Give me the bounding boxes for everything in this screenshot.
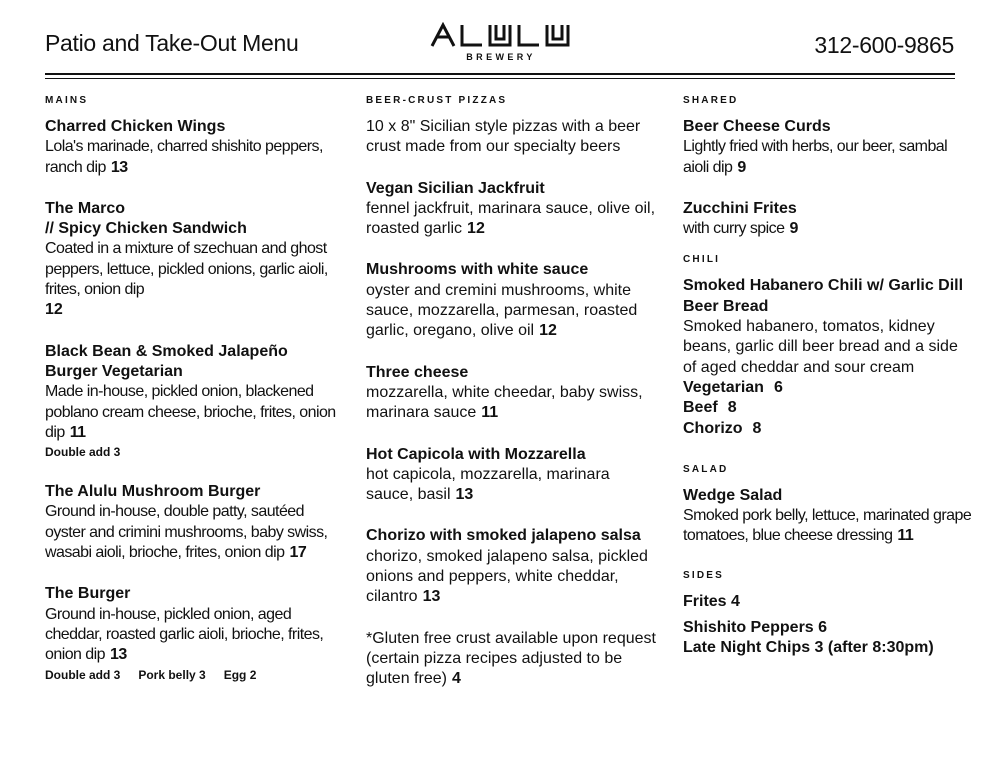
item-price: 12 xyxy=(539,322,557,340)
menu-item xyxy=(366,363,658,424)
side-item: Frites 4 xyxy=(683,592,740,610)
menu-item xyxy=(45,199,345,321)
section-heading-pizzas: BEER-CRUST PIZZAS xyxy=(366,95,508,106)
item-description: Smoked habanero, tomatos, kidney beans, garlic dill beer bread and a side of aged cheddar and sour cream xyxy=(683,318,958,376)
side-item: Late Night Chips 3 (after 8:30pm) xyxy=(683,638,934,656)
item-price: 11 xyxy=(481,404,499,422)
item-description: with curry spice 9 xyxy=(683,220,798,238)
item-description: Smoked pork belly, lettuce, marinated grape tomatoes, blue cheese dressing 11 xyxy=(683,507,972,545)
header-divider-thin xyxy=(45,78,955,79)
item-name-subtitle: Burger Vegetarian xyxy=(45,362,183,380)
section-heading-sides: SIDES xyxy=(683,569,725,581)
item-description: Ground in-house, double patty, sautéed oyster and crimini mushrooms, baby swiss, wasabi aioli, brioche, frites, onion dip 17 xyxy=(45,503,328,562)
item-name: Mushrooms with white sauce xyxy=(366,261,589,279)
logo-subtitle: BREWERY xyxy=(466,52,536,62)
section-heading-salad: SALAD xyxy=(683,463,729,475)
menu-item xyxy=(366,445,658,506)
mains-column xyxy=(45,94,345,705)
item-name: The Burger xyxy=(45,585,131,603)
menu-item xyxy=(366,179,658,240)
phone-number: 312-600-9865 xyxy=(814,32,954,58)
item-price: 13 xyxy=(455,486,474,504)
item-name: Charred Chicken Wings xyxy=(45,118,226,135)
item-price: 9 xyxy=(789,220,798,238)
item-description: Lola's marinade, charred shishito peppers, ranch dip 13 xyxy=(45,138,323,176)
section-heading-shared: SHARED xyxy=(683,95,739,106)
menu-item xyxy=(45,584,345,683)
item-price: 12 xyxy=(45,301,63,319)
item-name: Zucchini Frites xyxy=(683,199,797,217)
chili-variant: Vegetarian 6 xyxy=(683,378,783,396)
menu-item xyxy=(45,117,345,178)
addon-option: Egg 2 xyxy=(223,667,257,682)
item-description: fennel jackfruit, marinara sauce, olive oil, roasted garlic 12 xyxy=(366,199,656,238)
item-price: 17 xyxy=(289,544,307,562)
section-heading-chili: CHILI xyxy=(683,254,721,266)
item-name: Hot Capicola with Mozzarella xyxy=(366,445,586,463)
item-addons xyxy=(45,666,345,684)
header-divider xyxy=(45,73,955,75)
item-description: Made in-house, pickled onion, blackened poblano cream cheese, brioche, frites, onion dip 11 xyxy=(45,383,336,441)
item-name-subtitle: // Spicy Chicken Sandwich xyxy=(45,220,247,238)
item-price: 12 xyxy=(467,220,485,238)
item-price: 11 xyxy=(69,423,86,441)
menu-item xyxy=(683,486,973,547)
section-heading-mains: MAINS xyxy=(45,95,89,106)
side-item: Shishito Peppers 6 xyxy=(683,618,828,636)
menu-item xyxy=(45,342,345,461)
item-description: Coated in a mixture of szechuan and ghost peppers, lettuce, pickled onions, garlic aioli, frites, onion dip xyxy=(45,240,328,299)
item-name: Wedge Salad xyxy=(683,486,783,504)
item-name: Chorizo with smoked jalapeno salsa xyxy=(366,527,641,545)
item-name: Beer Cheese Curds xyxy=(683,118,831,135)
chili-variant: Beef 8 xyxy=(683,399,737,417)
item-price: 11 xyxy=(897,527,914,545)
menu-item xyxy=(683,199,973,240)
addon-option: Pork belly 3 xyxy=(138,667,206,682)
item-name: Smoked Habanero Chili w/ Garlic Dill Beer Bread xyxy=(683,277,964,315)
item-price: 13 xyxy=(422,588,441,606)
menu-item xyxy=(366,260,658,341)
item-price: 9 xyxy=(737,158,746,176)
item-name: Three cheese xyxy=(366,363,469,381)
brewery-logo xyxy=(430,22,572,64)
item-description: hot capicola, mozzarella, marinara sauce, basil 13 xyxy=(366,465,610,504)
item-description: oyster and cremini mushrooms, white sauce, mozzarella, parmesan, roasted garlic, oregano, olive oil 12 xyxy=(366,281,638,340)
pizza-intro: 10 x 8" Sicilian style pizzas with a beer crust made from our specialty beers xyxy=(366,118,641,156)
item-price: 13 xyxy=(110,158,128,176)
menu-item xyxy=(683,117,973,178)
item-addon: Double add 3 xyxy=(45,445,121,460)
page-title: Patio and Take-Out Menu xyxy=(45,30,299,56)
shared-column xyxy=(683,94,973,658)
chili-variant: Chorizo 8 xyxy=(683,419,762,437)
alulu-wordmark-logo xyxy=(430,22,572,48)
item-description: mozzarella, white cheedar, baby swiss, marinara sauce 11 xyxy=(366,383,643,422)
gluten-free-note: *Gluten free crust available upon request (certain pizza recipes adjusted to be gluten free) 4 xyxy=(366,629,656,688)
menu-item xyxy=(683,276,973,438)
gluten-free-price: 4 xyxy=(451,670,461,688)
item-name: The Marco xyxy=(45,199,126,217)
item-name: The Alulu Mushroom Burger xyxy=(45,483,261,501)
item-name: Black Bean & Smoked Jalapeño xyxy=(45,342,288,360)
pizzas-column xyxy=(366,94,658,711)
item-description: chorizo, smoked jalapeno salsa, pickled onions and peppers, white cheddar, cilantro 13 xyxy=(366,547,648,606)
item-description: Ground in-house, pickled onion, aged cheddar, roasted garlic aioli, brioche, frites, onion dip 13 xyxy=(45,605,324,664)
menu-item xyxy=(45,482,345,563)
item-description: Lightly fried with herbs, our beer, sambal aioli dip 9 xyxy=(683,138,948,176)
item-price: 13 xyxy=(110,646,127,664)
menu-item xyxy=(366,526,658,607)
addon-option: Double add 3 xyxy=(45,667,121,682)
item-name: Vegan Sicilian Jackfruit xyxy=(366,179,545,197)
